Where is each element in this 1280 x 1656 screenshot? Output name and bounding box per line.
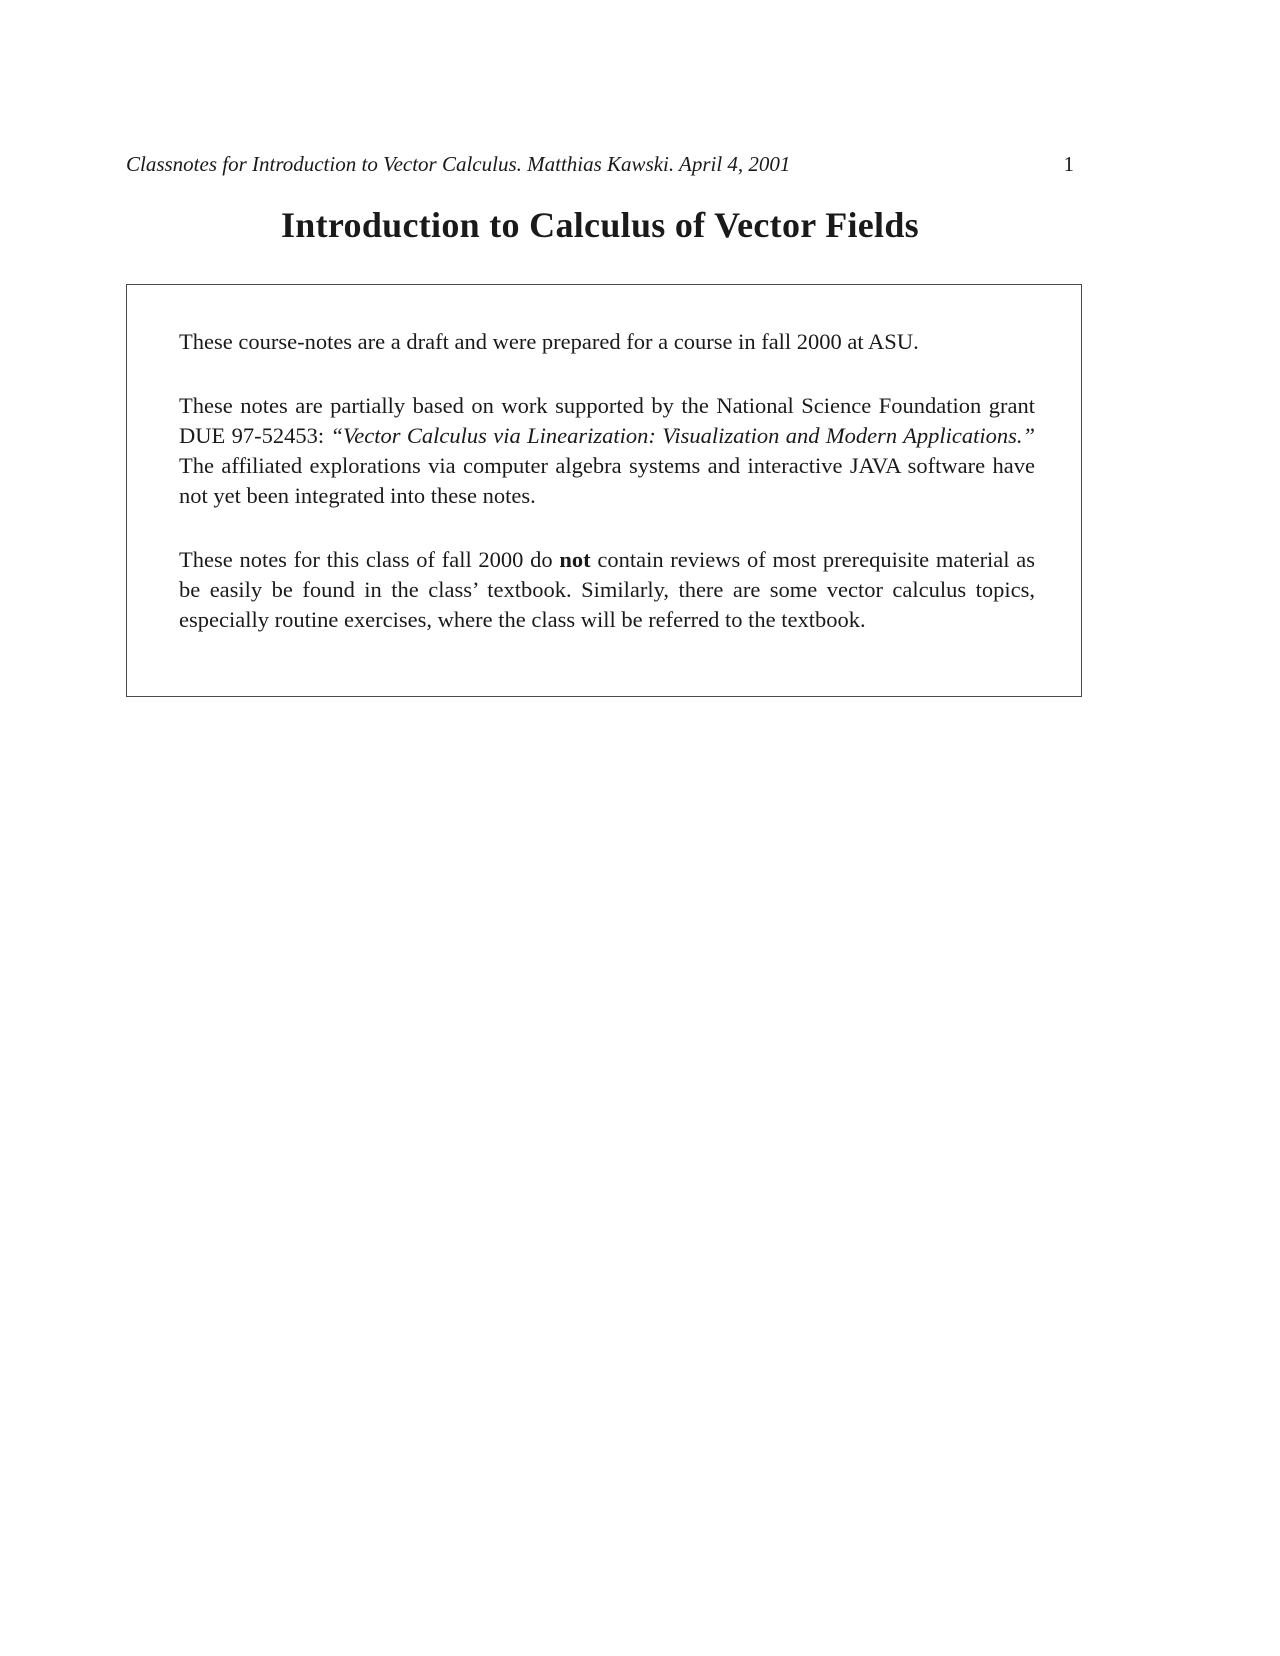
notice-paragraph-funding bbox=[179, 391, 1035, 511]
prereq-emphasis: not bbox=[559, 547, 591, 572]
notice-paragraph-draft-text: These course-notes are a draft and were prepared for a course in fall 2000 at ASU. bbox=[179, 329, 919, 354]
funding-text-start: These notes are partially based on work supported by the National Science Foundation grant DUE 97-52453: bbox=[179, 393, 1035, 448]
notice-box-content bbox=[179, 327, 1035, 635]
notice-box bbox=[126, 284, 1082, 697]
notice-paragraph-draft bbox=[179, 327, 1035, 357]
notice-paragraph-prerequisites bbox=[179, 545, 1035, 635]
funding-text-end: The affiliated explorations via computer algebra systems and interactive JAVA software have not yet been integrated into these notes. bbox=[179, 453, 1035, 508]
document-title: Introduction to Calculus of Vector Fields bbox=[280, 205, 919, 245]
page-number: 1 bbox=[1063, 152, 1074, 176]
running-header-title: Classnotes for Introduction to Vector Calculus. Matthias Kawski. April 4, 2001 bbox=[126, 152, 791, 176]
grant-title: “Vector Calculus via Linearization: Visualization and Modern Applications.” bbox=[330, 423, 1035, 448]
prereq-text-end: contain reviews of most prerequisite material as be easily be found in the class’ textbook. Similarly, there are some vector calculus topics, especially routine exercises, where the class will be referred to the textbook. bbox=[179, 547, 1036, 632]
running-header bbox=[126, 152, 1074, 177]
prereq-text-start: These notes for this class of fall 2000 do bbox=[179, 547, 560, 572]
